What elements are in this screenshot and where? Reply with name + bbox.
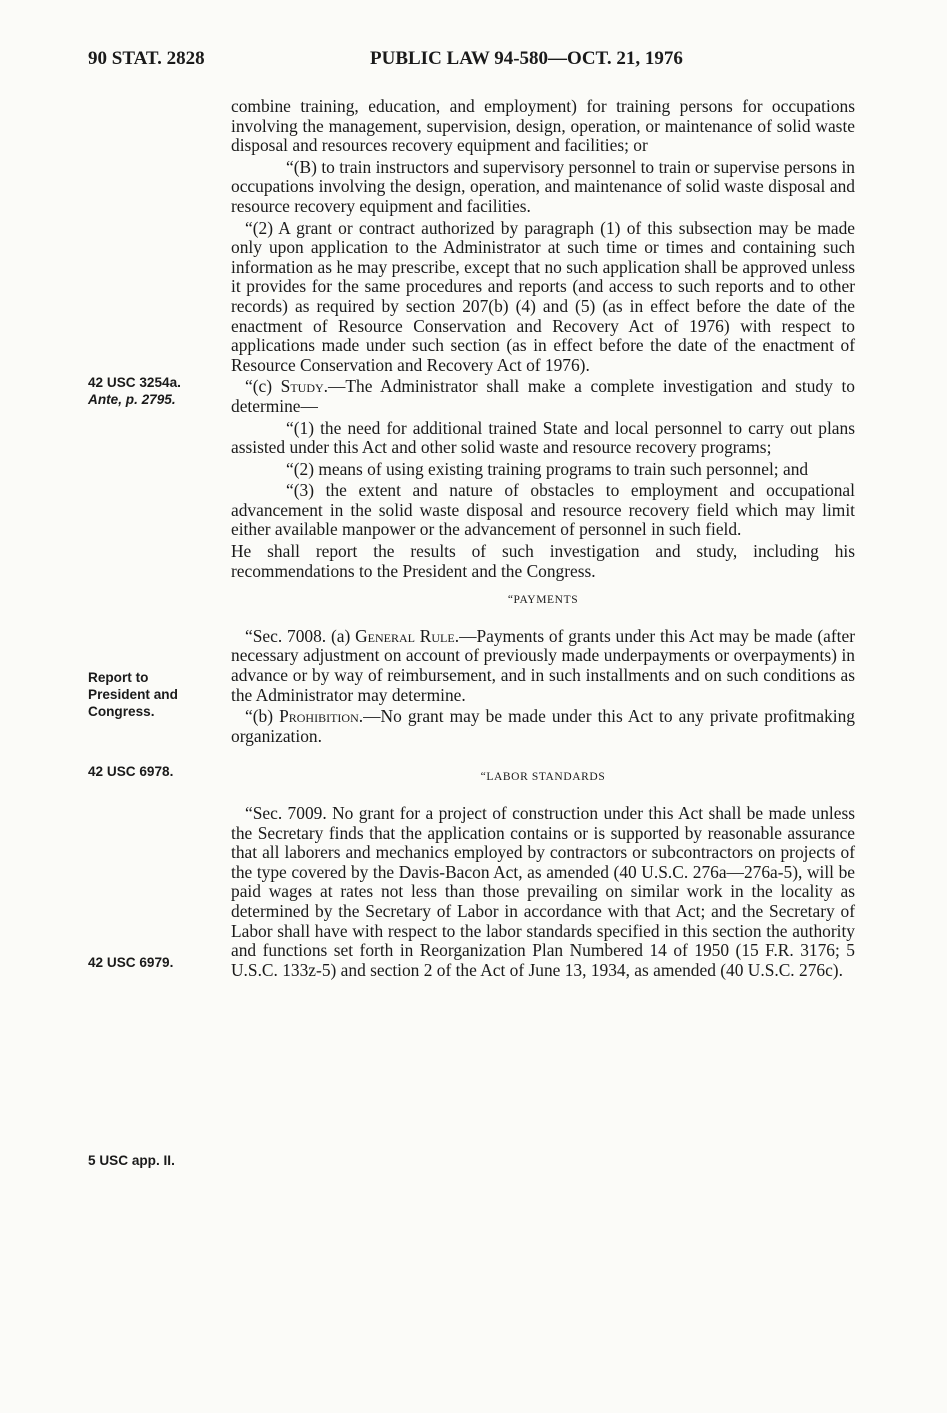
- margin-citation-ante: Ante, p. 2795.: [88, 392, 176, 407]
- section-label: “Sec. 7008. (a): [245, 625, 356, 646]
- section-7008-b: [231, 707, 855, 746]
- section-heading-labor-standards: “LABOR STANDARDS: [480, 771, 606, 784]
- subsection-label: “(c): [245, 376, 281, 397]
- paragraph-2: “(2) A grant or contract authorized by paragraph (1) of this subsection may be made only upon application to the Administrator at such time or times and containing such information as he may prescribe, except that no such application shall be approved unless it provides for the same procedures and reports (and access to such reports and to other records) as required by section 207(b) (4) and (5) (as in effect before the date of the enactment of Resource Conservation and Recovery Act of 1976) with respect to applications made under such section (as in effect before the date of the enactment of Resource Conservation and Recovery Act of 1976).: [231, 217, 855, 375]
- report-sentence: He shall report the results of such investigation and study, including his recommendations to the President and the Congress.: [231, 541, 855, 581]
- section-7009: “Sec. 7009. No grant for a project of construction under this Act shall be made unless the Secretary finds that the application contains or is supported by reasonable assurance that all laborers and mechanics employed by contractors or subcontractors on projects of the type covered by the Davis-Bacon Act, as amended (40 U.S.C. 276a—276a-5), will be paid wages at rates not less than those prevailing on similar work in the locality as determined by the Secretary of Labor in accordance with that Act; and the Secretary of Labor shall have with respect to the labor standards specified in this section the authority and functions set forth in Reorganization Plan Numbered 14 of 1950 (15 F.R. 3176; 5 U.S.C. 133z-5) and section 2 of the Act of June 13, 1934, as amended (40 U.S.C. 276c).: [231, 803, 855, 980]
- public-law-title: PUBLIC LAW 94-580—OCT. 21, 1976: [370, 48, 683, 69]
- margin-citation-6978: 42 USC 6978.: [88, 764, 174, 779]
- study-item-3: “(3) the extent and nature of obstacles to employment and occupational advancement in the solid waste disposal and resource recovery field which may limit either available manpower or the advancement of personnel in such field.: [231, 480, 855, 540]
- stat-page-number: 90 STAT. 2828: [88, 48, 205, 69]
- subsection-caption: Study: [280, 376, 324, 397]
- page-body: [231, 97, 855, 980]
- margin-citation-6979: 42 USC 6979.: [88, 955, 174, 970]
- margin-citation-3254a: [88, 374, 181, 408]
- section-heading-payments: “PAYMENTS: [507, 594, 579, 607]
- paragraph-a1-continued: combine training, education, and employment) for training persons for occupations involving the management, supervision, design, operation, or maintenance of solid waste disposal and resources recovery equipment and facilities; or: [231, 96, 855, 156]
- section-label: “(b): [245, 706, 280, 727]
- margin-citation-5usc: 5 USC app. II.: [88, 1153, 175, 1168]
- section-caption: General Rule: [355, 625, 455, 646]
- subsection-text: .—The Administrator shall make a complete investigation and study to determine—: [231, 376, 855, 416]
- section-text: .—Payments of grants under this Act may be made (after necessary adjustment on account of previously made underpayments or overpayments) in advance or by way of reimbursement, and in such installments and on such conditions as the Administrator may determine.: [231, 625, 855, 705]
- page-header: [88, 48, 857, 74]
- section-caption: Prohibition: [279, 706, 359, 727]
- margin-note-report-line: Report to: [88, 670, 149, 685]
- margin-note-report-line: President and: [88, 687, 178, 702]
- study-item-2: “(2) means of using existing training programs to train such personnel; and: [286, 458, 809, 479]
- study-item-1: “(1) the need for additional trained State and local personnel to carry out plans assisted under this Act and other solid waste and resource recovery programs;: [231, 417, 855, 458]
- section-7008-a: [231, 627, 855, 705]
- subsection-c-study: [231, 377, 855, 416]
- margin-citation-usc: 42 USC 3254a.: [88, 375, 181, 390]
- paragraph-b: “(B) to train instructors and supervisory personnel to train or supervise persons in occupations involving the design, operation, and maintenance of solid waste disposal and resource recovery equipment and facilities.: [231, 156, 855, 216]
- margin-note-report-line: Congress.: [88, 704, 155, 719]
- section-text: .—No grant may be made under this Act to any private profitmaking organization.: [231, 706, 855, 746]
- margin-note-report: [88, 669, 178, 720]
